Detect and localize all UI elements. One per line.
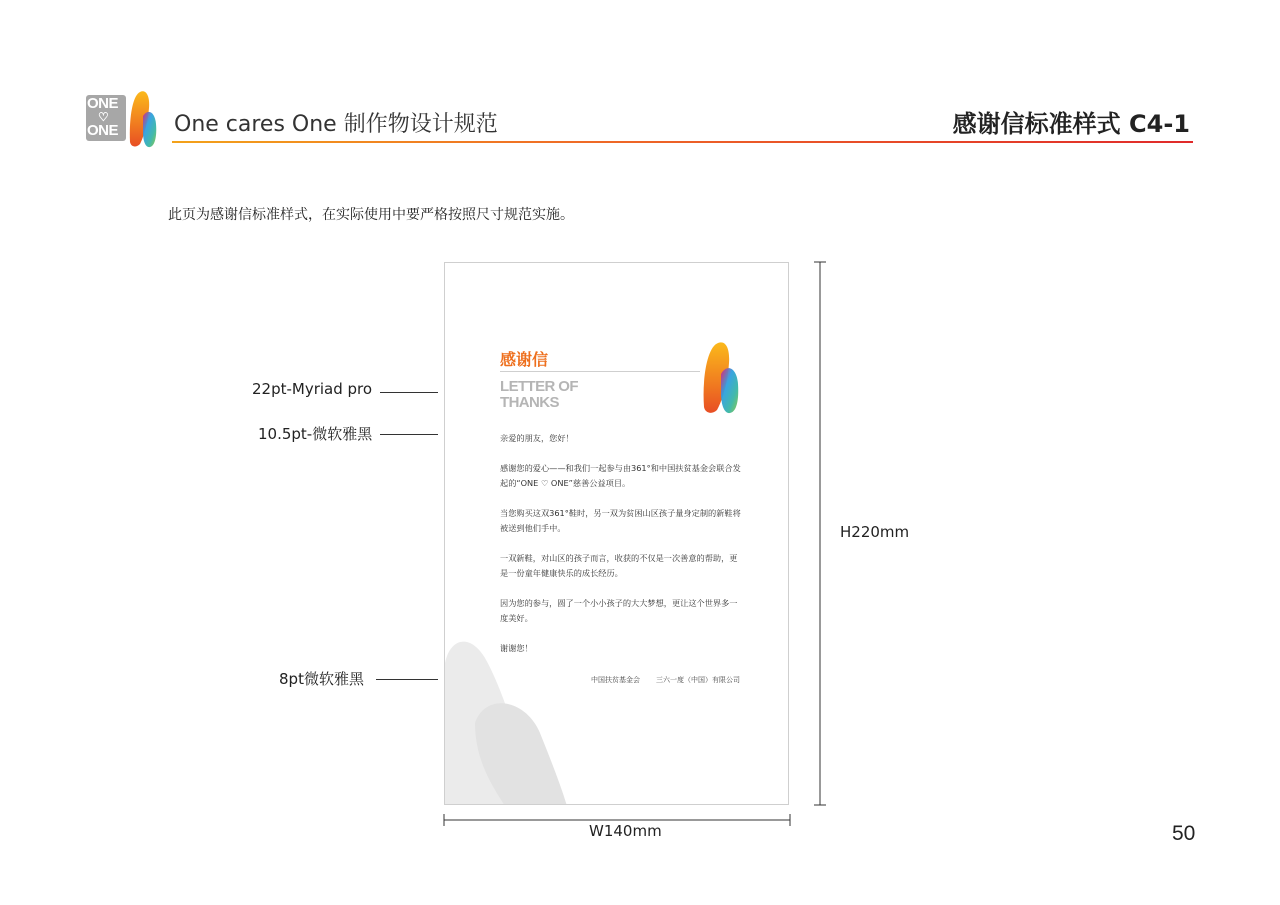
- letter-subtitle: LETTER OF THANKS: [500, 378, 578, 411]
- annotation-leader-line: [380, 392, 438, 393]
- annotation-leader-line: [376, 679, 438, 680]
- annotation-leader-line: [380, 434, 438, 435]
- brand-mark-icon: [126, 90, 158, 148]
- logo-heart-icon: ♡: [98, 110, 109, 124]
- letter-sheet: [444, 262, 789, 805]
- signoff-company: 三六一度（中国）有限公司: [656, 676, 740, 684]
- letter-paragraph: 感谢您的爱心——和我们一起参与由361°和中国扶贫基金会联合发起的“ONE ♡ ONE”慈善公益项目。: [500, 463, 741, 488]
- header-divider: [172, 141, 1193, 143]
- letter-paragraph: 一双新鞋，对山区的孩子而言，收获的不仅是一次善意的帮助，更是一份童年健康快乐的成长经历。: [500, 553, 738, 578]
- annotation-body-font: 10.5pt-微软雅黑: [258, 425, 373, 443]
- height-dimension-line: [808, 256, 832, 812]
- letter-body: [500, 431, 745, 671]
- letter-signoff: [591, 675, 740, 685]
- logo-text-top: ONE: [87, 95, 119, 112]
- signoff-foundation: 中国扶贫基金会: [591, 676, 640, 684]
- brand-title: One cares One 制作物设计规范: [174, 112, 498, 137]
- letter-brand-mark-icon: [699, 341, 741, 415]
- letter-title: 感谢信: [500, 350, 549, 369]
- letter-paragraph: 当您购买这双361°鞋时，另一双为贫困山区孩子量身定制的新鞋将被送到他们手中。: [500, 508, 741, 533]
- letter-paragraph: 因为您的参与，圆了一个小小孩子的大大梦想，更让这个世界多一度美好。: [500, 598, 738, 623]
- letter-title-rule: [500, 371, 700, 372]
- brand-logo: [86, 92, 126, 142]
- width-dimension-label: W140mm: [589, 822, 662, 840]
- height-dimension-label: H220mm: [840, 523, 910, 541]
- page-heading: 感谢信标准样式 C4-1: [952, 110, 1190, 138]
- letter-paragraph: 谢谢您！: [500, 643, 533, 653]
- annotation-signoff-font: 8pt微软雅黑: [279, 670, 364, 688]
- logo-text-bottom: ONE: [87, 122, 119, 139]
- annotation-title-font: 22pt-Myriad pro: [252, 380, 373, 398]
- letter-paragraph: 亲爱的朋友，您好！: [500, 433, 574, 443]
- page-number: 50: [1172, 822, 1196, 845]
- intro-text: 此页为感谢信标准样式，在实际使用中要严格按照尺寸规范实施。: [168, 207, 574, 223]
